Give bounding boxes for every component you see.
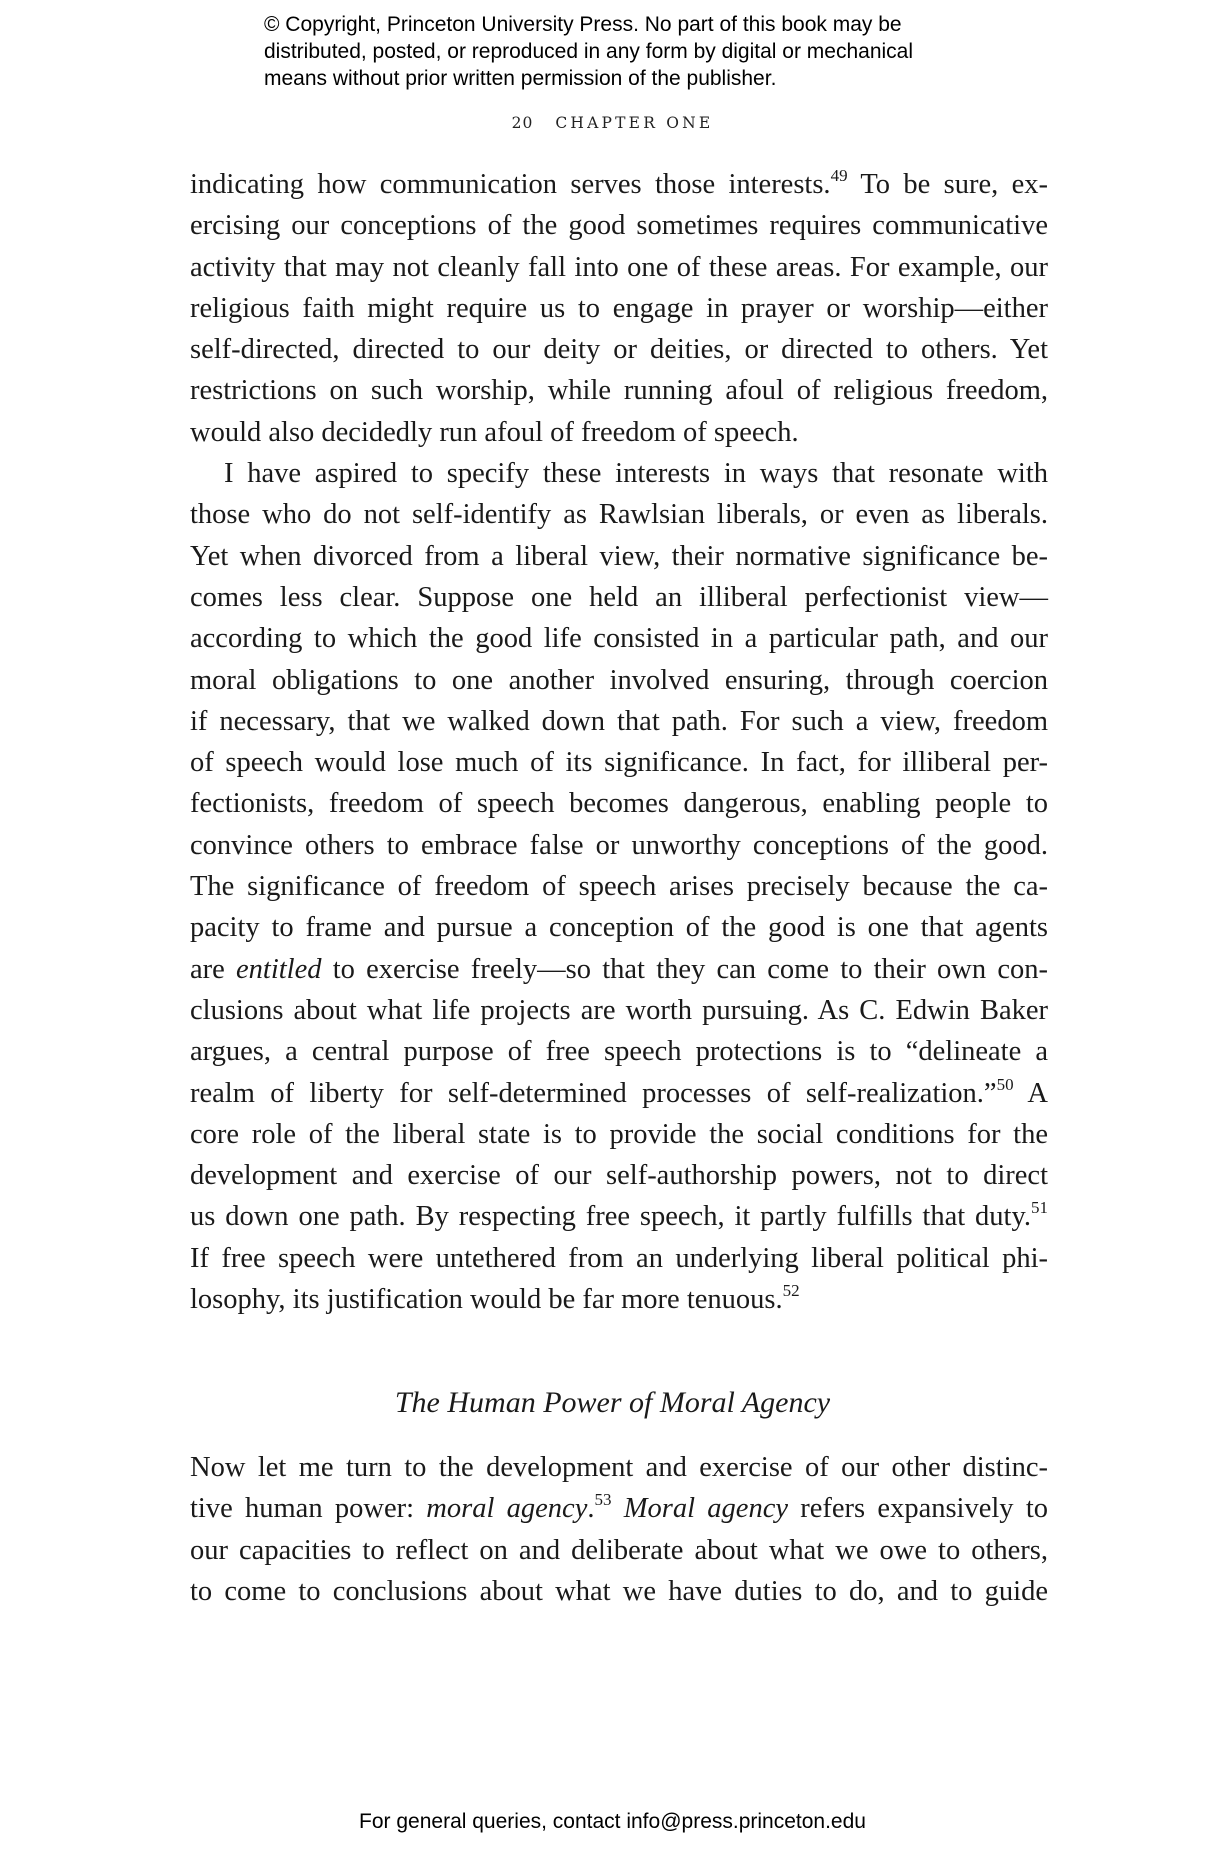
main-text xyxy=(190,164,1048,1320)
copyright-line: distributed, posted, or reproduced in any form by digital or mechanical xyxy=(264,40,914,63)
text-line xyxy=(190,949,1048,990)
text-line: convince others to embrace false or unworthy conceptions of the good. xyxy=(190,829,1048,861)
text-segment: indicating how communication serves those interests. xyxy=(190,169,831,200)
text-line: I have aspired to specify these interests in ways that resonate with xyxy=(224,458,1048,490)
footnote-ref: 53 xyxy=(594,1490,612,1510)
text-segment: losophy, its justification would be far more tenuous. xyxy=(190,1284,783,1316)
text-line: clusions about what life projects are worth pursuing. As C. Edwin Baker xyxy=(190,994,1048,1026)
text-line: would also decidedly run afoul of freedom of speech. xyxy=(190,416,799,448)
main-text-continued xyxy=(190,1447,1048,1612)
running-head xyxy=(0,114,1225,132)
text-line: comes less clear. Suppose one held an illiberal perfectionist view— xyxy=(190,581,1048,613)
text-line: activity that may not cleanly fall into one of these areas. For example, our xyxy=(190,251,1048,283)
text-segment: are xyxy=(190,953,237,985)
italic-term: entitled xyxy=(236,953,322,985)
text-line: if necessary, that we walked down that path. For such a view, freedom xyxy=(190,705,1048,737)
text-line: moral obligations to one another involved ensuring, through coercion xyxy=(190,664,1048,696)
footnote-ref: 51 xyxy=(1031,1198,1048,1218)
text-segment: us down one path. By respecting free speech, it partly fulfills that duty. xyxy=(190,1201,1031,1233)
text-line xyxy=(190,1488,1048,1529)
text-line: fectionists, freedom of speech becomes dangerous, enabling people to xyxy=(190,788,1048,820)
text-line: The significance of freedom of speech arises precisely because the ca- xyxy=(190,871,1048,903)
text-line: ercising our conceptions of the good sometimes requires communicative xyxy=(190,210,1048,242)
text-line xyxy=(190,1196,1048,1237)
italic-term: Moral agency xyxy=(623,1493,788,1525)
paragraph xyxy=(190,1447,1048,1612)
italic-term: moral agency xyxy=(426,1493,588,1525)
page-number: 20 xyxy=(511,114,534,132)
text-segment: tive human power: xyxy=(190,1493,427,1525)
copyright-line: © Copyright, Princeton University Press. No part of this book may be xyxy=(264,13,902,36)
text-segment: realm of liberty for self-determined processes of self-realization.” xyxy=(190,1077,997,1109)
text-line: those who do not self-identify as Rawlsian liberals, or even as liberals. xyxy=(190,499,1048,531)
text-line: pacity to frame and pursue a conception of the good is one that agents xyxy=(190,912,1048,944)
text-line: to come to conclusions about what we have duties to do, and to guide xyxy=(190,1575,1048,1607)
text-line: Yet when divorced from a liberal view, their normative significance be- xyxy=(190,540,1048,572)
text-line: core role of the liberal state is to provide the social conditions for the xyxy=(190,1118,1048,1150)
text-segment: to exercise freely—so that they can come to their own con- xyxy=(321,953,1049,985)
text-line: development and exercise of our self-authorship powers, not to direct xyxy=(190,1160,1048,1192)
text-line xyxy=(190,1279,1048,1320)
copyright-line: means without prior written permission of the publisher. xyxy=(264,67,777,90)
text-line: argues, a central purpose of free speech protections is to “delineate a xyxy=(190,1036,1048,1068)
section-heading: The Human Power of Moral Agency xyxy=(394,1386,831,1419)
text-segment: To be sure, ex- xyxy=(847,169,1048,200)
footnote-ref: 50 xyxy=(996,1074,1014,1094)
chapter-title: CHAPTER ONE xyxy=(555,114,714,132)
text-line xyxy=(190,164,1048,205)
footer-contact: For general queries, contact info@press.princeton.edu xyxy=(359,1810,866,1833)
text-line: our capacities to reflect on and deliberate about what we owe to others, xyxy=(190,1534,1048,1566)
text-line: of speech would lose much of its significance. In fact, for illiberal per- xyxy=(190,747,1048,779)
text-line: If free speech were untethered from an underlying liberal political phi- xyxy=(190,1242,1048,1274)
text-line: restrictions on such worship, while running afoul of religious freedom, xyxy=(190,375,1048,407)
paragraph xyxy=(190,453,1048,1320)
text-line: self-directed, directed to our deity or deities, or directed to others. Yet xyxy=(190,334,1048,366)
text-line: according to which the good life consisted in a particular path, and our xyxy=(190,623,1048,655)
text-segment: A xyxy=(1013,1077,1048,1109)
footnote-ref: 52 xyxy=(782,1281,800,1301)
copyright-notice xyxy=(264,11,984,92)
text-line: religious faith might require us to engage in prayer or worship—either xyxy=(190,292,1048,324)
text-segment: refers expansively to xyxy=(788,1493,1048,1525)
text-line: Now let me turn to the development and exercise of our other distinc- xyxy=(190,1452,1048,1483)
paragraph xyxy=(190,164,1048,453)
text-line xyxy=(190,1073,1048,1114)
text-segment xyxy=(611,1493,623,1524)
footnote-ref: 49 xyxy=(830,166,848,185)
text-segment: . xyxy=(587,1493,595,1525)
